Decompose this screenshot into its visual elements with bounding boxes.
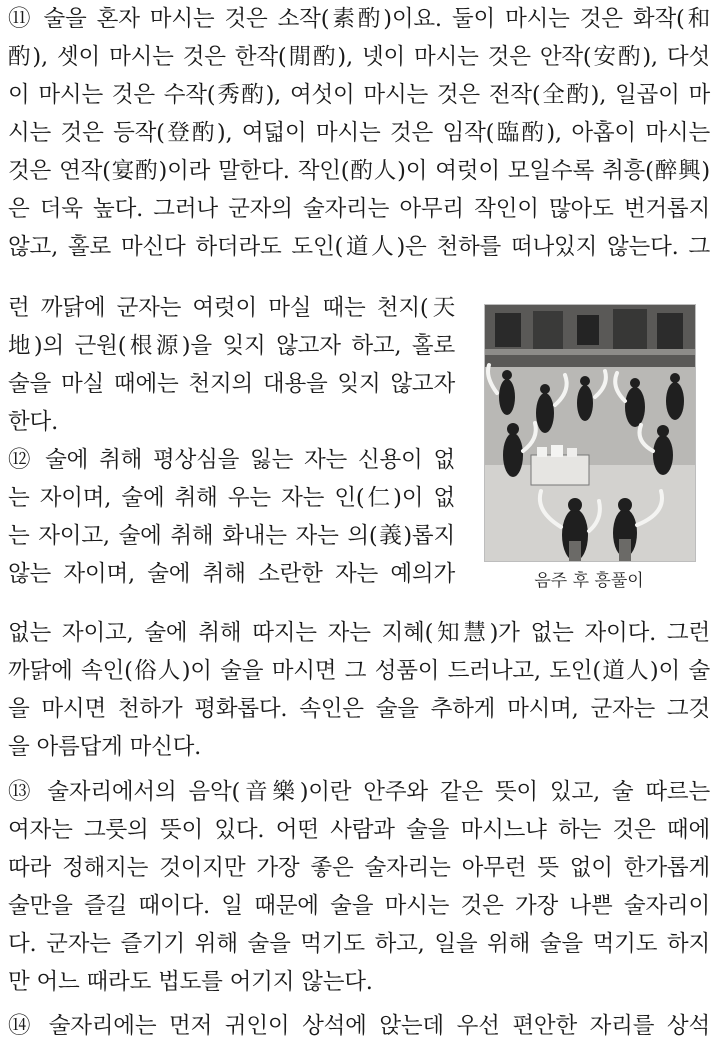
text-line: 만 어느 때라도 법도를 어기지 않는다.: [8, 969, 373, 995]
text-line: 않고, 홀로 마신다 하더라도 도인(道人)은 천하를 떠나있지 않는다. 그: [8, 234, 710, 260]
text-line: ⑭ 술자리에는 먼저 귀인이 상석에 앉는데 우선 편안한 자리를 상석: [8, 1013, 710, 1039]
text-line: 않는 자이며, 술에 취해 소란한 자는 예의가: [8, 561, 455, 587]
text-line: 은 더욱 높다. 그러나 군자의 술자리는 아무리 작인이 많아도 번거롭지: [8, 196, 710, 222]
text-line: 여자는 그릇의 뜻이 있다. 어떤 사람과 술을 마시느냐 하는 것은 때에: [8, 817, 710, 843]
text-line: 地)의 근원(根源)을 잊지 않고자 하고, 홀로: [8, 333, 455, 359]
text-line: 한다.: [8, 409, 59, 435]
text-line: 는 자이며, 술에 취해 우는 자는 인(仁)이 없: [8, 485, 455, 511]
photo-caption: 음주 후 흥풀이: [534, 571, 644, 591]
text-line: 술만을 즐길 때이다. 일 때문에 술을 마시는 것은 가장 나쁜 술자리이: [8, 893, 710, 919]
text-line: 을 아름답게 마신다.: [8, 734, 202, 760]
text-line: ⑫ 술에 취해 평상심을 잃는 자는 신용이 없: [8, 447, 455, 473]
text-line: 는 자이고, 술에 취해 화내는 자는 의(義)롭지: [8, 523, 455, 549]
text-line: 시는 것은 등작(登酌), 여덟이 마시는 것은 임작(臨酌), 아홉이 마시는: [8, 120, 710, 146]
text-line: 다. 군자는 즐기기 위해 술을 먹기도 하고, 일을 위해 술을 먹기도 하지: [8, 931, 710, 957]
text-line: 없는 자이고, 술에 취해 따지는 자는 지혜(知慧)가 없는 자이다. 그런: [8, 620, 710, 646]
text-line: 런 까닭에 군자는 여럿이 마실 때는 천지(天: [8, 295, 455, 321]
text-line: 것은 연작(宴酌)이라 말한다. 작인(酌人)이 여럿이 모일수록 취흥(醉興): [8, 158, 710, 184]
text-line: ⑪ 술을 혼자 마시는 것은 소작(素酌)이요. 둘이 마시는 것은 화작(和: [8, 6, 710, 32]
text-line: 까닭에 속인(俗人)이 술을 마시면 그 성품이 드러나고, 도인(道人)이 술: [8, 658, 710, 684]
text-line: ⑬ 술자리에서의 음악(音樂)이란 안주와 같은 뜻이 있고, 술 따르는: [8, 779, 710, 805]
dance-photo: [484, 304, 696, 562]
text-line: 따라 정해지는 것이지만 가장 좋은 술자리는 아무런 뜻 없이 한가롭게: [8, 855, 710, 881]
text-line: 이 마시는 것은 수작(秀酌), 여섯이 마시는 것은 전작(全酌), 일곱이 마: [8, 82, 710, 108]
text-line: 술을 마실 때에는 천지의 대용을 잊지 않고자: [8, 371, 455, 397]
text-line: 을 마시면 천하가 평화롭다. 속인은 술을 추하게 마시며, 군자는 그것: [8, 696, 710, 722]
text-line: 酌), 셋이 마시는 것은 한작(閒酌), 넷이 마시는 것은 안작(安酌), 다섯: [8, 44, 710, 70]
